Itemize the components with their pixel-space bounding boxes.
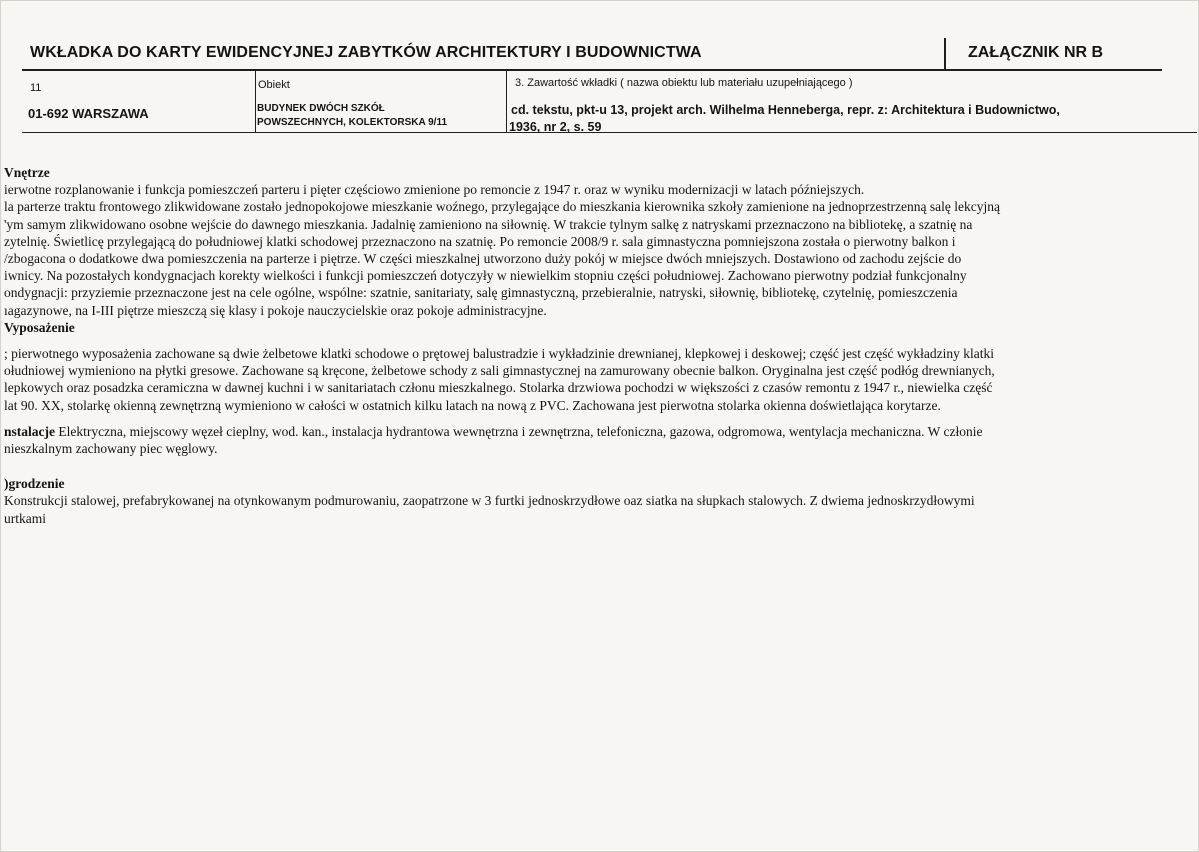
annex-label: ZAŁĄCZNIK NR B — [968, 44, 1104, 61]
paragraph-line: zytelnię. Świetlicę przylegającą do południowej klatki schodowej przeznaczono na szatnię. Po remoncie 2008/9 r. sala gimnastyczna pomniejszona została o pierwotny balkon i — [4, 233, 956, 249]
installations-text: Elektryczna, miejscowy węzeł cieplny, wod. kan., instalacja hydrantowa wewnętrzna i zewnętrzna, telefoniczna, gazowa, odgromowa, wentylacja mechaniczna. W członie — [55, 423, 983, 439]
paragraph-line: urtkami — [4, 510, 46, 526]
object-label: Obiekt — [258, 79, 290, 91]
paragraph-line: ; pierwotnego wyposażenia zachowane są dwie żelbetowe klatki schodowe o prętowej balustradzie i wykładzinie drewnianej, klepkowej i deskowej; część jest część wykładziny klatki — [4, 346, 995, 362]
contents-line1: cd. tekstu, pkt-u 13, projekt arch. Wilhelma Henneberga, repr. z: Architektura i Budownictwo, — [511, 103, 1060, 117]
section-heading-fencing: )grodzenie — [4, 476, 65, 492]
paragraph-line: /zbogacona o dodatkowe dwa pomieszczenia na parterze i piętrze. W części mieszkalnej utworzono duży pokój w miejsce dwóch mniejszych. Dostawiono od zachodu zejście do — [4, 251, 962, 267]
spacer — [4, 414, 1194, 423]
paragraph-line: la parterze traktu frontowego zlikwidowane zostało jednopokojowe mieszkanie woźnego, przylegające do mieszkania kierownika szkoły zamienione na jednoprzestrzenną salę lekcyjną — [4, 199, 1000, 215]
header-rule-top — [22, 69, 1162, 71]
spacer — [4, 336, 1194, 345]
paragraph-line: ondygnacji: przyziemie przeznaczone jest na cele ogólne, wspólne: szatnie, sanitariaty, salę gimnastyczną, przebieralnie, natryski, siłownię, bibliotekę, czytelnię, pomieszczenia — [4, 285, 958, 301]
paragraph-line: ołudniowej wymieniono na płytki gresowe. Zachowane są kręcone, żelbetowe schody z sali gimnastycznej na zamurowany obecnie balkon. Oryginalna jest część podłóg drewnianych, — [4, 363, 995, 379]
paragraph-line: lat 90. XX, stolarkę okienną zewnętrzną wymieniono w całości w ostatnich kilku latach na nową z PVC. Zachowana jest pierwotna stolarka okienna doświetlająca korytarze. — [4, 397, 941, 413]
paragraph-line: lepkowych oraz posadzka ceramiczna w dawnej kuchni i w sanitariatach członu mieszkalnego. Stolarka drzwiowa pochodzi w większości z czasów remontu z 1947 r., niewielka część — [4, 380, 993, 396]
contents-label: 3. Zawartość wkładki ( nazwa obiektu lub materiału uzupełniającego ) — [515, 77, 853, 89]
card-number: 11 — [30, 82, 42, 94]
location: 01-692 WARSZAWA — [28, 106, 149, 121]
paragraph-line: 'ym samym zlikwidowano osobne wejście do dawnego mieszkania. Jadalnię zamieniono na siłownię. W trakcie tylnym salkę z natryskami przeznaczono na bibliotekę, a szatnię na — [4, 216, 973, 232]
header-divider — [944, 38, 946, 70]
document-body — [4, 164, 1194, 527]
paragraph-line — [4, 423, 1194, 440]
paragraph-line: Konstrukcji stalowej, prefabrykowanej na otynkowanym podmurowaniu, zaopatrzone w 3 furtki jednoskrzydłowe oaz siatka na słupkach stalowych. Z dwiema jednoskrzydłowymi — [4, 493, 975, 509]
spacer — [4, 457, 1194, 466]
object-name-line1: BUDYNEK DWÓCH SZKÓŁ — [257, 103, 385, 114]
header-rule-bottom — [22, 132, 1197, 133]
paragraph-line: nieszkalnym zachowany piec węglowy. — [4, 441, 218, 457]
column-divider-1 — [255, 71, 256, 133]
section-heading-equipment: Vyposażenie — [4, 319, 75, 335]
section-heading-interior: Vnętrze — [4, 165, 50, 180]
paragraph-line: ierwotne rozplanowanie i funkcja pomieszczeń parteru i pięter częściowo zmienione po remoncie z 1947 r. oraz w wyniku modernizacji w latach późniejszych. — [4, 182, 865, 198]
section-heading-installations: nstalacje — [4, 423, 55, 439]
paragraph-line: ıagazynowe, na I-III piętrze mieszczą się klasy i pokoje nauczycielskie oraz pokoje administracyjne. — [4, 302, 547, 318]
spacer — [4, 466, 1194, 475]
form-title: WKŁADKA DO KARTY EWIDENCYJNEJ ZABYTKÓW ARCHITEKTURY I BUDOWNICTWA — [30, 44, 702, 61]
object-name-line2: POWSZECHNYCH, KOLEKTORSKA 9/11 — [257, 117, 448, 128]
paragraph-line: iwnicy. Na pozostałych kondygnacjach korekty wielkości i funkcji pomieszczeń dotyczyły w niewielkim stopniu części południowej. Zachowano pierwotny podział funkcjonalny — [4, 268, 967, 284]
contents-line2: 1936, nr 2, s. 59 — [509, 120, 602, 134]
column-divider-2 — [506, 71, 507, 133]
